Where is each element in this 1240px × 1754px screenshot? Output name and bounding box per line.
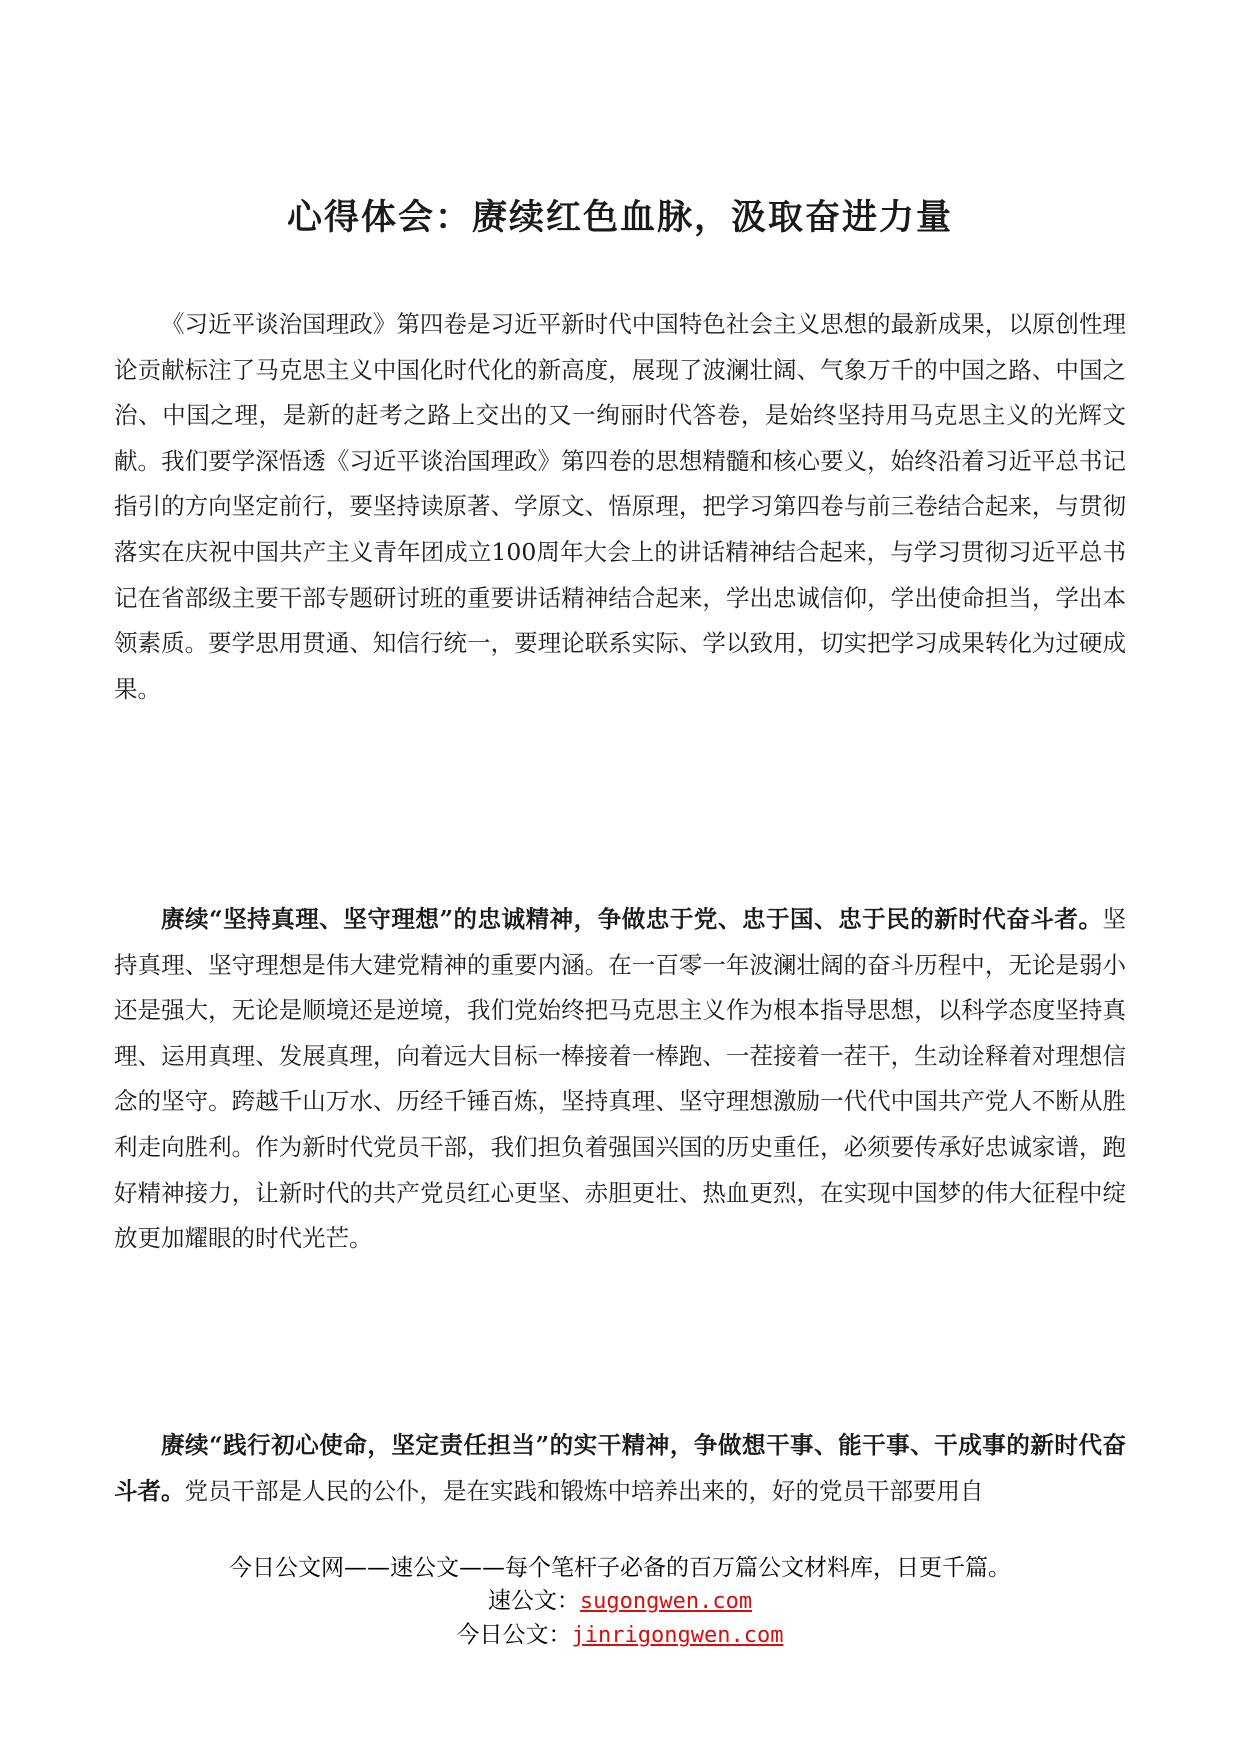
footer-jinrigongwen: [0, 1620, 1240, 1651]
footer-banner: 今日公文网——速公文——每个笔杆子必备的百万篇公文材料库，日更千篇。: [229, 1555, 1011, 1581]
paragraph-intro: [114, 302, 1126, 712]
footer-label: 速公文：: [487, 1588, 580, 1614]
paragraph-lead-heading: 赓续“坚持真理、坚守理想”的忠诚精神，争做忠于党、忠于国、忠于民的新时代奋斗者。: [161, 905, 1103, 933]
sugongwen-link[interactable]: sugongwen.com: [579, 1589, 753, 1614]
paragraph-practice: [114, 1423, 1126, 1514]
paragraph-loyalty: [114, 897, 1126, 1262]
document-title: 心得体会：赓续红色血脉，汲取奋进力量: [286, 197, 953, 238]
paragraph-text: 坚持真理、坚守理想是伟大建党精神的重要内涵。在一百零一年波澜壮阔的奋斗历程中，无论是弱小还是强大，无论是顺境还是逆境，我们党始终把马克思主义作为根本指导思想，以科学态度坚持真理、运用真理、发展真理，向着远大目标一棒接着一棒跑、一茬接着一茬干，生动诠释着对理想信念的坚守。跨越千山万水、历经千锤百炼，坚持真理、坚守理想激励一代代中国共产党人不断从胜利走向胜利。作为新时代党员干部，我们担负着强国兴国的历史重任，必须要传承好忠诚家谱，跑好精神接力，让新时代的共产党员红心更坚、赤胆更壮、热血更烈，在实现中国梦的伟大征程中绽放更加耀眼的时代光芒。: [114, 905, 1126, 1253]
footer-label: 今日公文：: [456, 1622, 572, 1648]
paragraph-lead-heading: 赓续“践行初心使命，坚定责任担当”的实干精神，争做想干事、能干事、干成事的新时代奋斗者。: [114, 1431, 1126, 1505]
jinrigongwen-link[interactable]: jinrigongwen.com: [571, 1623, 784, 1648]
paragraph-text: 《习近平谈治国理政》第四卷是习近平新时代中国特色社会主义思想的最新成果，以原创性理论贡献标注了马克思主义中国化时代化的新高度，展现了波澜壮阔、气象万千的中国之路、中国之治、中国之理，是新的赶考之路上交出的又一绚丽时代答卷，是始终坚持用马克思主义的光辉文献。我们要学深悟透《习近平谈治国理政》第四卷的思想精髓和核心要义，始终沿着习近平总书记指引的方向坚定前行，要坚持读原著、学原文、悟原理，把学习第四卷与前三卷结合起来，与贯彻落实在庆祝中国共产主义青年团成立100周年大会上的讲话精神结合起来，与学习贯彻习近平总书记在省部级主要干部专题研讨班的重要讲话精神结合起来，学出忠诚信仰，学出使命担当，学出本领素质。要学思用贯通、知信行统一，要理论联系实际、学以致用，切实把学习成果转化为过硬成果。: [114, 310, 1126, 703]
footer-sugongwen: [0, 1586, 1240, 1617]
paragraph-text: 党员干部是人民的公仆，是在实践和锻炼中培养出来的，好的党员干部要用自: [184, 1476, 984, 1505]
